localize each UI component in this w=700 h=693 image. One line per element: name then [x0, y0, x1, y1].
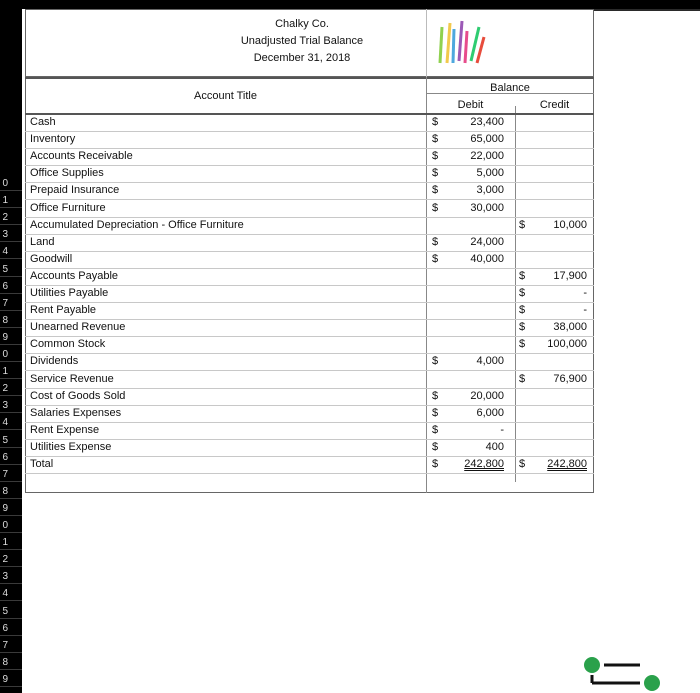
debit-amount: 4,000 — [476, 355, 504, 368]
row-number: 2 — [2, 212, 8, 224]
report-title: Unadjusted Trial Balance — [240, 35, 364, 47]
credit-currency: $ — [519, 321, 526, 334]
account-name: Cash — [30, 116, 56, 128]
account-name: Service Revenue — [30, 372, 114, 385]
account-name: Goodwill — [30, 252, 73, 265]
account-name: Accumulated Depreciation - Office Furniture — [30, 218, 244, 231]
credit-amount: - — [583, 304, 587, 317]
row-number: 4 — [2, 588, 8, 600]
credit-amount: 76,900 — [553, 372, 587, 385]
sheet-top-border — [594, 9, 700, 11]
credit-currency: $ — [519, 218, 526, 231]
debit-amount: 400 — [485, 440, 504, 453]
trial-balance-sheet — [22, 9, 594, 693]
debit-amount: 23,400 — [470, 116, 504, 128]
debit-currency: $ — [432, 440, 439, 453]
account-name: Salaries Expenses — [30, 406, 122, 419]
account-name: Accounts Payable — [30, 269, 119, 282]
account-name: Total — [30, 458, 54, 470]
account-name: Dividends — [30, 355, 79, 368]
credit-amount: 100,000 — [547, 338, 587, 351]
debit-currency: $ — [432, 150, 439, 163]
row-number: 6 — [2, 451, 8, 463]
credit-currency: $ — [519, 287, 526, 299]
row-number: 0 — [2, 178, 8, 189]
debit-currency: $ — [432, 389, 439, 402]
row-number: 8 — [2, 485, 8, 497]
account-name: Office Supplies — [30, 167, 104, 180]
row-number: 5 — [2, 263, 8, 275]
debit-amount: - — [500, 423, 504, 436]
row-number: 8 — [2, 314, 8, 326]
credit-amount: 242,800 — [547, 458, 587, 470]
row-number: 3 — [2, 229, 8, 241]
row-number: 4 — [2, 417, 8, 429]
debit-currency: $ — [432, 355, 439, 368]
colored-pencils-icon — [434, 13, 494, 65]
account-name: Unearned Revenue — [30, 321, 126, 334]
row-number: 5 — [2, 605, 8, 617]
row-number: 1 — [2, 195, 8, 207]
row-number: 6 — [2, 622, 8, 634]
row-number: 5 — [2, 434, 8, 446]
debit-amount: 6,000 — [476, 406, 504, 419]
credit-header: Credit — [539, 99, 570, 111]
credit-amount: 38,000 — [553, 321, 587, 334]
account-name: Cost of Goods Sold — [30, 389, 126, 402]
row-number: 0 — [2, 349, 8, 360]
row-number: 9 — [2, 331, 8, 343]
debit-amount: 65,000 — [470, 133, 504, 146]
row-number: 1 — [2, 537, 8, 549]
credit-amount: 10,000 — [553, 218, 587, 231]
account-name: Prepaid Insurance — [30, 184, 120, 197]
window-top-bar — [0, 0, 700, 9]
row-number: 4 — [2, 246, 8, 258]
balance-header: Balance — [490, 82, 530, 94]
account-name: Accounts Receivable — [30, 150, 133, 163]
debit-amount: 242,800 — [464, 458, 504, 470]
row-number: 2 — [2, 554, 8, 566]
credit-currency: $ — [519, 372, 526, 385]
debit-currency: $ — [432, 184, 439, 197]
debit-currency: $ — [432, 423, 439, 436]
row-number-gutter — [0, 0, 22, 693]
account-name: Inventory — [30, 133, 76, 146]
debit-amount: 30,000 — [470, 201, 504, 214]
debit-currency: $ — [432, 116, 439, 128]
debit-amount: 24,000 — [470, 235, 504, 248]
debit-amount: 20,000 — [470, 389, 504, 402]
debit-currency: $ — [432, 458, 439, 470]
account-name: Utilities Expense — [30, 440, 112, 453]
row-number: 2 — [2, 383, 8, 395]
row-number: 9 — [2, 502, 8, 514]
debit-amount: 22,000 — [470, 150, 504, 163]
company-name: Chalky Co. — [275, 18, 329, 30]
debit-currency: $ — [432, 133, 439, 146]
report-date: December 31, 2018 — [253, 52, 351, 64]
row-number: 9 — [2, 673, 8, 685]
row-number: 8 — [2, 656, 8, 668]
row-number: 6 — [2, 280, 8, 292]
debit-currency: $ — [432, 406, 439, 419]
account-name: Common Stock — [30, 338, 106, 351]
debit-header: Debit — [457, 99, 484, 111]
credit-amount: 17,900 — [553, 269, 587, 282]
credit-currency: $ — [519, 304, 526, 317]
account-name: Utilities Payable — [30, 287, 109, 299]
debit-currency: $ — [432, 235, 439, 248]
account-name: Land — [30, 235, 55, 248]
row-number: 7 — [2, 297, 8, 309]
row-number: 1 — [2, 366, 8, 378]
debit-currency: $ — [432, 201, 439, 214]
debit-amount: 3,000 — [476, 184, 504, 197]
row-number: 0 — [2, 520, 8, 531]
debit-amount: 5,000 — [476, 167, 504, 180]
account-name: Rent Expense — [30, 423, 100, 436]
credit-currency: $ — [519, 269, 526, 282]
debit-currency: $ — [432, 167, 439, 180]
credit-currency: $ — [519, 458, 526, 470]
row-number: 7 — [2, 468, 8, 480]
account-title-header: Account Title — [194, 90, 257, 102]
debit-amount: 40,000 — [470, 252, 504, 265]
row-number: 7 — [2, 639, 8, 651]
credit-currency: $ — [519, 338, 526, 351]
account-name: Office Furniture — [30, 201, 106, 214]
app-widget-icon[interactable] — [582, 653, 662, 693]
debit-currency: $ — [432, 252, 439, 265]
credit-amount: - — [583, 287, 587, 299]
row-number: 3 — [2, 571, 8, 583]
account-name: Rent Payable — [30, 304, 97, 317]
row-number: 3 — [2, 400, 8, 412]
